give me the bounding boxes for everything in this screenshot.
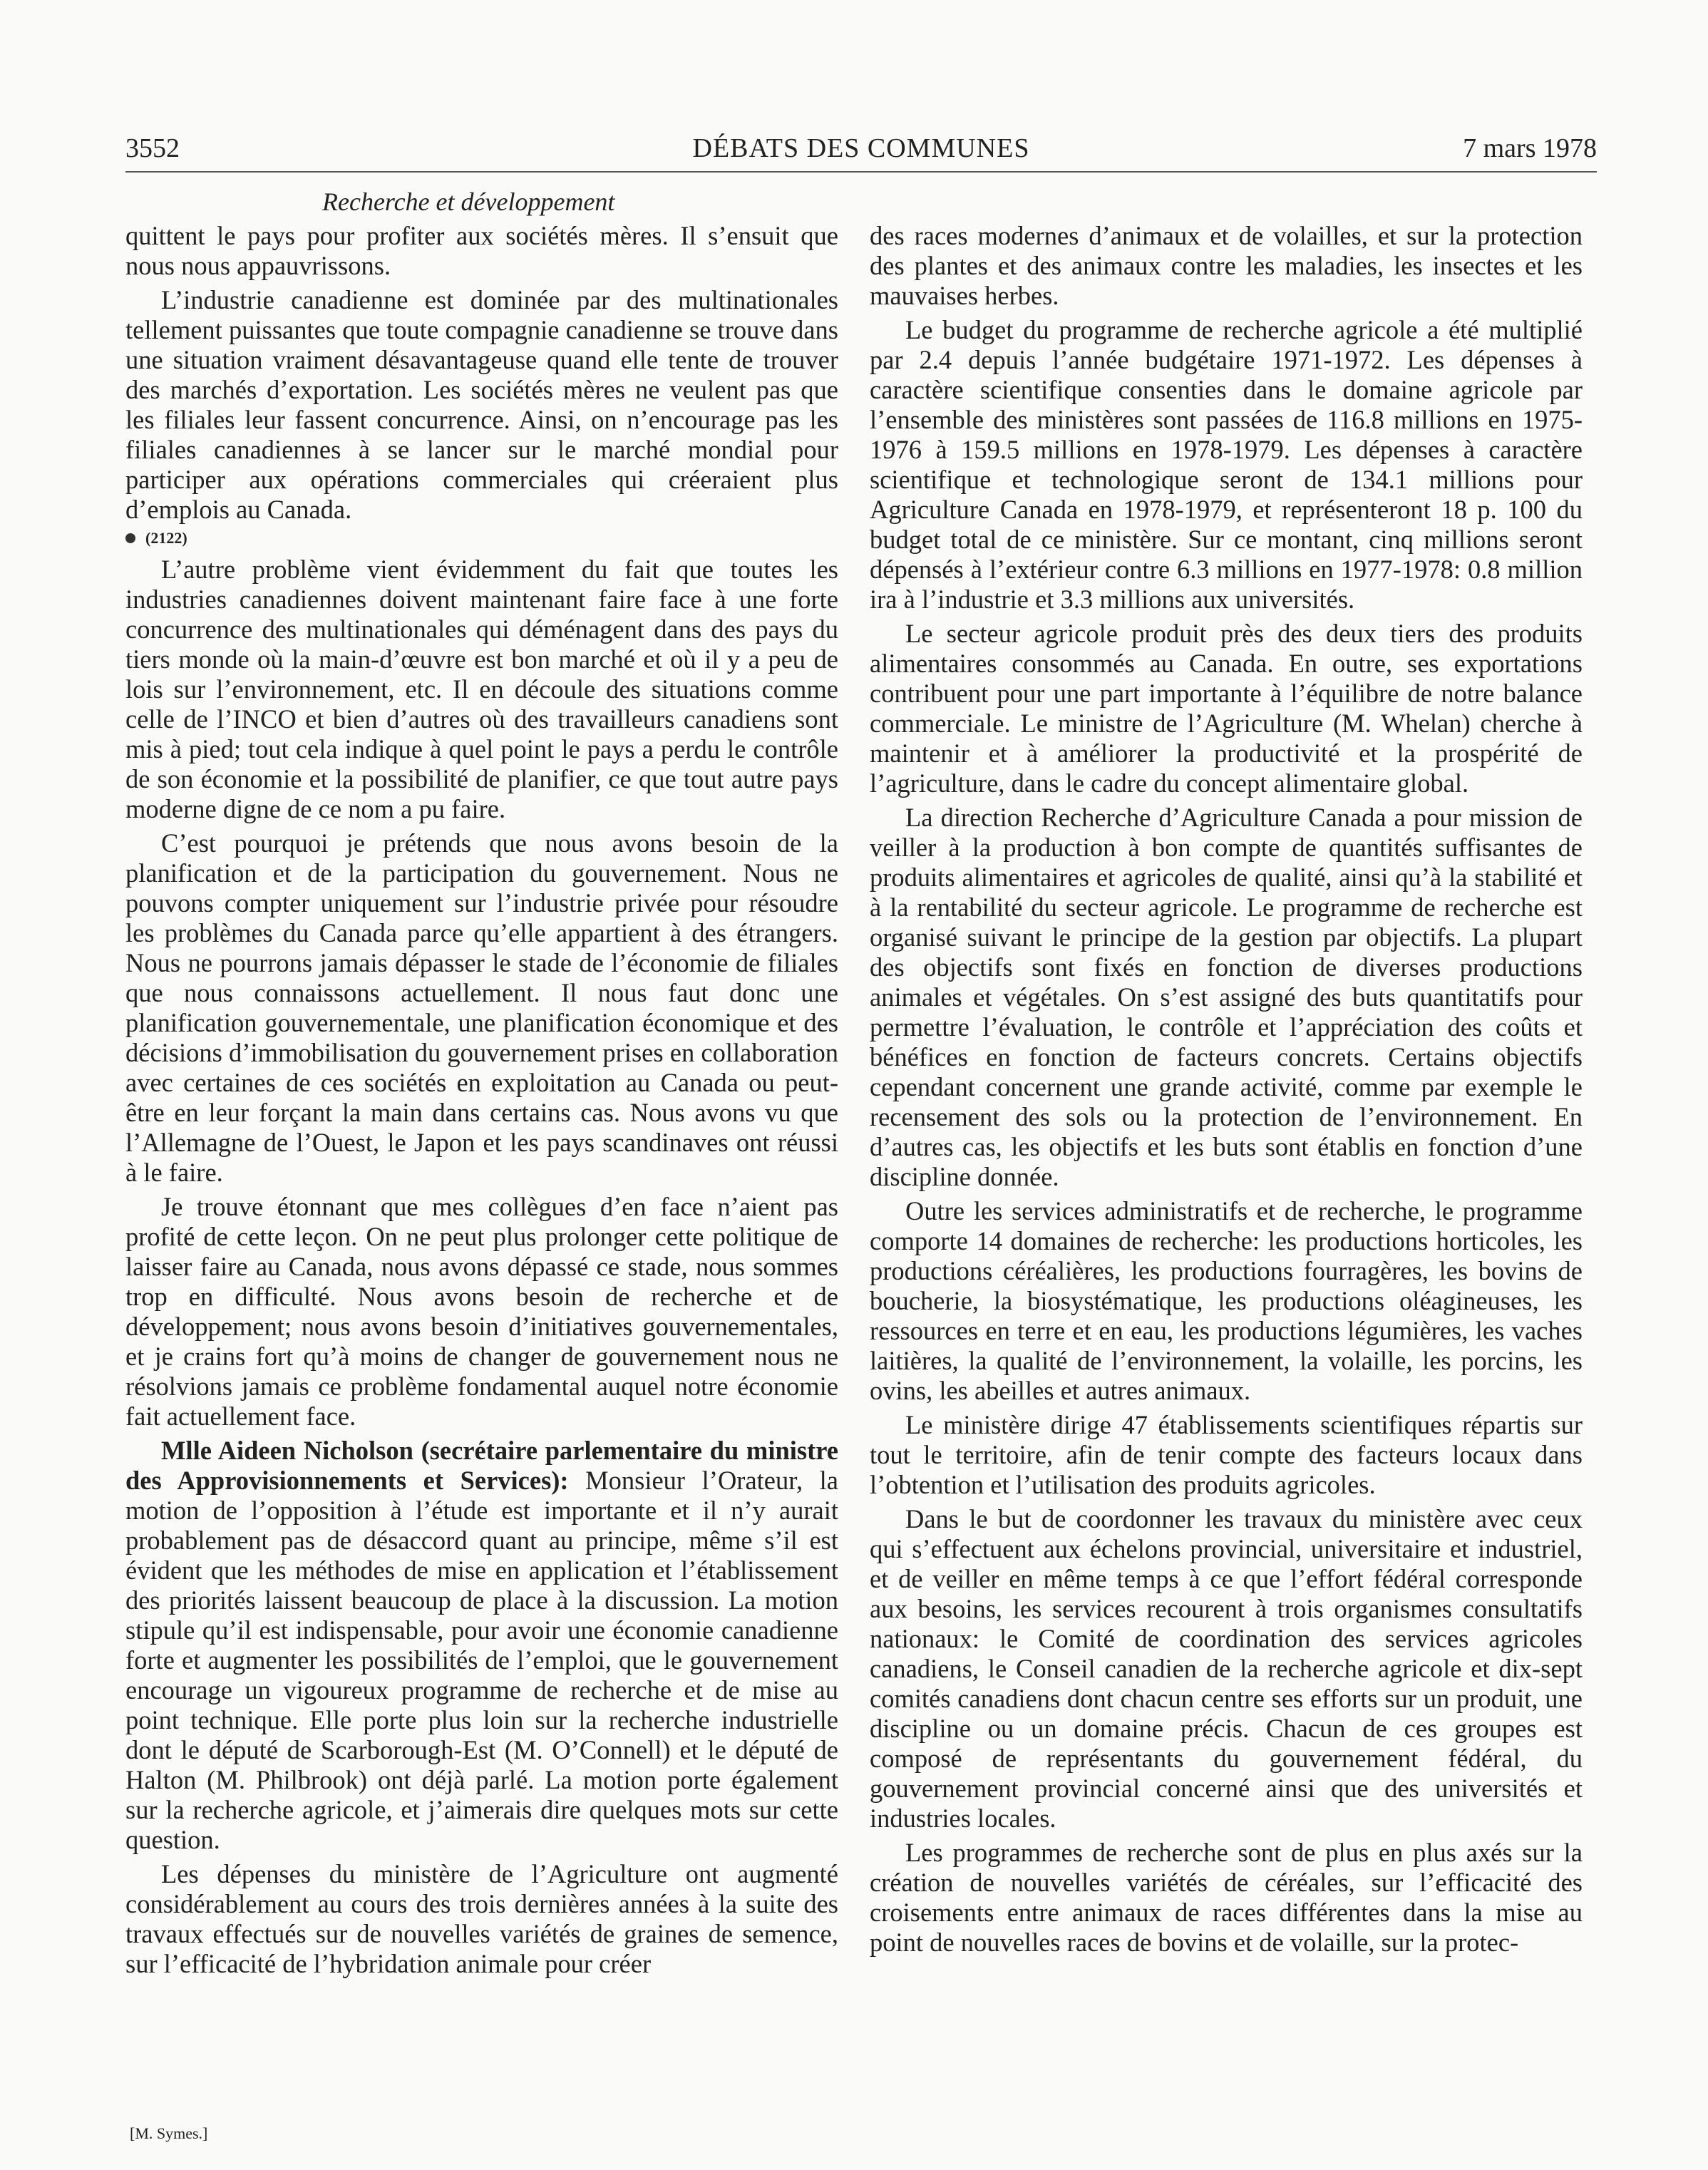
right-column <box>870 221 1583 1962</box>
paragraph: Le secteur agricole produit près des deux tiers des produits alimentaires consommés au Canada. En outre, ses exportations contribuent pour une part importante à l’équilibre de notre balance commerciale. Le ministre de l’Agriculture (M. Whelan) cherche à maintenir et à améliorer la productivité et la prospérité de l’agriculture, dans le cadre du concept alimentaire global. <box>870 619 1583 798</box>
header-rule <box>125 171 1597 173</box>
page-number: 3552 <box>125 133 180 163</box>
paragraph: Dans le but de coordonner les travaux du ministère avec ceux qui s’effectuent aux échelons provincial, universitaire et industriel, et de veiller en même temps à ce que l’effort fédéral corresponde aux besoins, les services recourent à trois organismes consultatifs nationaux: le Comité de coordination des services agricoles canadiens, le Conseil canadien de la recherche agricole et dix-sept comités canadiens dont chacun centre ses efforts sur un produit, une discipline ou un domaine précis. Chacun de ces groupes est composé de représentants du gouvernement fédéral, du gouvernement provincial concerné ainsi que des universités et industries locales. <box>870 1504 1583 1833</box>
page-date: 7 mars 1978 <box>1463 133 1597 163</box>
speech-paragraph <box>125 1436 838 1855</box>
paragraph: quittent le pays pour profiter aux sociétés mères. Il s’ensuit que nous nous appauvrissons. <box>125 221 838 280</box>
publication-title: DÉBATS DES COMMUNES <box>692 133 1030 163</box>
running-title: Recherche et développement <box>322 187 615 216</box>
time-marker-label: (2122) <box>145 529 187 547</box>
page-header <box>125 133 1597 175</box>
left-column <box>125 221 838 1983</box>
bullet-icon <box>125 533 135 543</box>
footnote: [M. Symes.] <box>130 2124 208 2142</box>
speaker-name: Mlle Aideen Nicholson (secrétaire parlementaire du ministre des Approvisionnements et Services): <box>125 1436 838 1495</box>
paragraph: Les dépenses du ministère de l’Agriculture ont augmenté considérablement au cours des trois dernières années à la suite des travaux effectués sur de nouvelles variétés de graines de semence, sur l’efficacité de l’hybridation animale pour créer <box>125 1859 838 1978</box>
paragraph: Les programmes de recherche sont de plus en plus axés sur la création de nouvelles variétés de céréales, sur l’efficacité des croisements entre animaux de races différentes dans la mise au point de nouvelles races de bovins et de volaille, sur la protec- <box>870 1838 1583 1957</box>
paragraph: C’est pourquoi je prétends que nous avons besoin de la planification et de la participation du gouvernement. Nous ne pouvons compter uniquement sur l’industrie privée pour résoudre les problèmes du Canada parce qu’elle appartient à des étrangers. Nous ne pourrons jamais dépasser le stade de l’économie de filiales que nous connaissons actuellement. Il nous faut donc une planification gouvernementale, une planification économique et des décisions d’immobilisation du gouvernement prises en collaboration avec certaines de ces sociétés en exploitation au Canada ou peut-être en leur forçant la main dans certains cas. Nous avons vu que l’Allemagne de l’Ouest, le Japon et les pays scandinaves ont réussi à le faire. <box>125 828 838 1187</box>
paragraph: Je trouve étonnant que mes collègues d’en face n’aient pas profité de cette leçon. On ne peut plus prolonger cette politique de laisser faire au Canada, nous avons dépassé ce stade, nous sommes trop en difficulté. Nous avons besoin de recherche et de développement; nous avons besoin d’initiatives gouvernementales, et je crains fort qu’à moins de changer de gouvernement nous ne résolvions jamais ce problème fondamental auquel notre économie fait actuellement face. <box>125 1192 838 1431</box>
paragraph: La direction Recherche d’Agriculture Canada a pour mission de veiller à la production à bon compte de quantités suffisantes de produits alimentaires et agricoles de qualité, ainsi qu’à la stabilité et à la rentabilité du secteur agricole. Le programme de recherche est organisé suivant le principe de la gestion par objectifs. La plupart des objectifs sont fixés en fonction de diverses productions animales et végétales. On s’est assigné des buts quantitatifs pour permettre l’évaluation, le contrôle et l’appréciation des coûts et bénéfices en fonction de facteurs concrets. Certains objectifs cependant concernent une grande activité, comme par exemple le recensement des sols ou la protection de l’environnement. En d’autres cas, les objectifs et les buts sont établis en fonction d’une discipline donnée. <box>870 803 1583 1191</box>
paragraph: L’autre problème vient évidemment du fait que toutes les industries canadiennes doivent maintenant faire face à une forte concurrence des multinationales qui déménagent dans des pays du tiers monde où la main-d’œuvre est bon marché et où il y a peu de lois sur l’environnement, etc. Il en découle des situations comme celle de l’INCO et bien d’autres où des travailleurs canadiens sont mis à pied; tout cela indique à quel point le pays a perdu le contrôle de son économie et la possibilité de planifier, ce que tout autre pays moderne digne de ce nom a pu faire. <box>125 555 838 823</box>
paragraph: Le budget du programme de recherche agricole a été multiplié par 2.4 depuis l’année budgétaire 1971-1972. Les dépenses à caractère scientifique consenties dans le domaine agricole par l’ensemble des ministères sont passées de 116.8 millions en 1975-1976 à 159.5 millions en 1978-1979. Les dépenses à caractère scientifique et technologique seront de 134.1 millions pour Agriculture Canada en 1978-1979, et représenteront 18 p. 100 du budget total de ce ministère. Sur ce montant, cinq millions seront dépensés à l’extérieur contre 6.3 millions en 1977-1978: 0.8 million ira à l’industrie et 3.3 millions aux universités. <box>870 315 1583 614</box>
time-marker <box>125 529 838 547</box>
paragraph: Le ministère dirige 47 établissements scientifiques répartis sur tout le territoire, afin de tenir compte des facteurs locaux dans l’obtention et l’utilisation des produits agricoles. <box>870 1410 1583 1499</box>
paragraph: des races modernes d’animaux et de volailles, et sur la protection des plantes et des animaux contre les maladies, les insectes et les mauvaises herbes. <box>870 221 1583 310</box>
paragraph: L’industrie canadienne est dominée par des multinationales tellement puissantes que toute compagnie canadienne se trouve dans une situation vraiment désavantageuse quand elle tente de trouver des marchés d’exportation. Les sociétés mères ne veulent pas que les filiales leur fassent concurrence. Ainsi, on n’encourage pas les filiales canadiennes à se lancer sur le marché mondial pour participer aux opérations commerciales qui créeraient plus d’emplois au Canada. <box>125 285 838 524</box>
paragraph: Outre les services administratifs et de recherche, le programme comporte 14 domaines de recherche: les productions horticoles, les productions céréalières, les productions fourragères, les bovins de boucherie, la biosystématique, les productions oléagineuses, les ressources en terre et en eau, les productions légumières, les vaches laitières, la qualité de l’environnement, la volaille, les porcins, les ovins, les abeilles et autres animaux. <box>870 1196 1583 1405</box>
speech-text: Monsieur l’Orateur, la motion de l’opposition à l’étude est importante et il n’y aurait probablement pas de désaccord quant au principe, même s’il est évident que les méthodes de mise en application et l’établissement des priorités laissent beaucoup de place à la discussion. La motion stipule qu’il est indispensable, pour avoir une économie canadienne forte et augmenter les possibilités de l’emploi, que le gouvernement encourage un vigoureux programme de recherche et de mise au point technique. Elle porte plus loin sur la recherche industrielle dont le député de Scarborough-Est (M. O’Connell) et le député de Halton (M. Philbrook) ont déjà parlé. La motion porte également sur la recherche agricole, et j’aimerais dire quelques mots sur cette question. <box>125 1466 838 1854</box>
